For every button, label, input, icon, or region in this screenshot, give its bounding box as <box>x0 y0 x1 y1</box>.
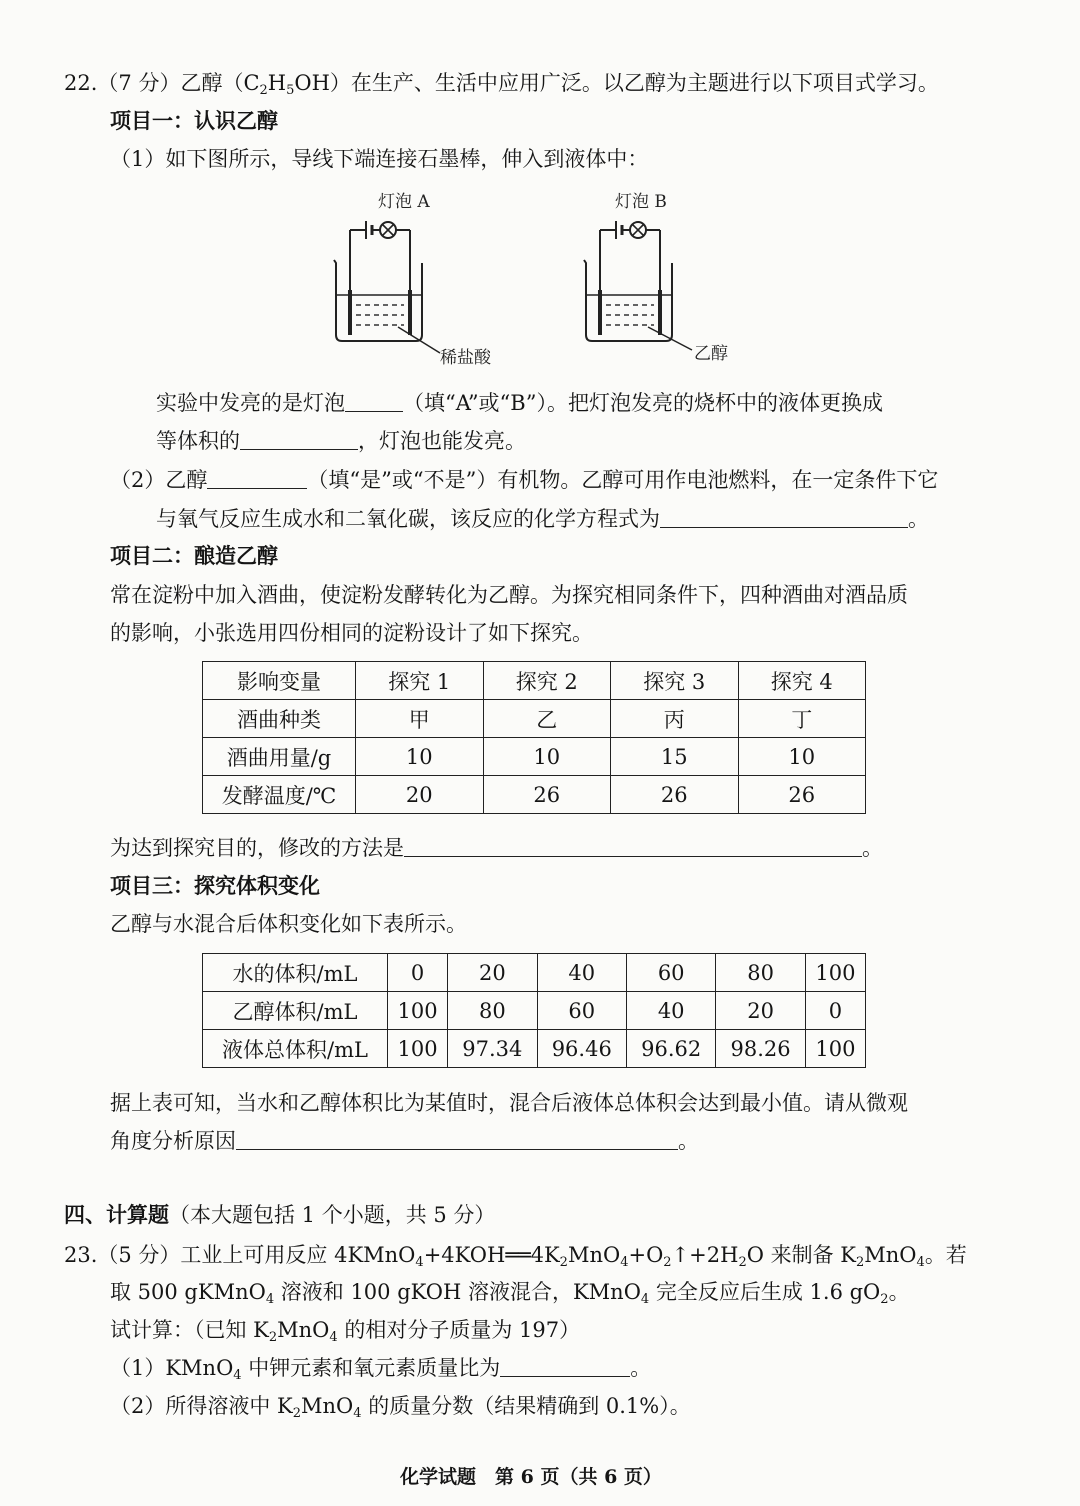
answer-blank-reason[interactable] <box>236 1127 678 1150</box>
q22-header: 22.（7 分）乙醇$(C_2H_5OH)$在生产、生活中应用广泛。以乙醇为主题进行以下项目式学习。 <box>64 71 939 98</box>
answer-blank-bulb[interactable] <box>345 389 403 412</box>
q23-line1: 23.（5 分）工业上可用反应 $4KMnO_4+4KOH══4K_2MnO_4+O_2↑+2H_2O$ 来制备 $K_2MnO_4$。若 <box>64 1243 967 1270</box>
q22-2-line1: （2）乙醇 （填“是”或“不是”）有机物。乙醇可用作电池燃料，在一定条件下它 <box>110 468 939 492</box>
q23-part1: （1）KMnO$_4$ 中钾元素和氧元素质量比为 。 <box>110 1356 652 1383</box>
project3-title: 项目三：探究体积变化 <box>110 873 320 898</box>
answer-blank-organic[interactable] <box>207 466 307 489</box>
bulb-a-label: 灯泡 A <box>378 192 430 212</box>
project2-title: 项目二：酿造乙醇 <box>110 543 278 568</box>
beaker-diagram <box>320 185 760 370</box>
table-row: 酒曲种类 甲 乙 丙 丁 <box>203 700 866 738</box>
q23-part2: （2）所得溶液中 $K_2MnO_4$ 的质量分数（结果精确到 0.1%）。 <box>110 1394 691 1421</box>
section4-heading: 四、计算题（本大题包括 1 个小题，共 5 分） <box>64 1202 496 1227</box>
table-row: 影响变量 探究 1 探究 2 探究 3 探究 4 <box>203 662 866 700</box>
table-volume <box>202 953 866 1068</box>
project2-desc-2: 的影响，小张选用四份相同的淀粉设计了如下探究。 <box>110 621 593 645</box>
beaker-a <box>334 192 492 368</box>
liquid-b-label: 乙醇 <box>694 344 728 364</box>
project3-question-1: 据上表可知，当水和乙醇体积比为某值时，混合后液体总体积会达到最小值。请从微观 <box>110 1091 908 1115</box>
table-brewing <box>202 661 866 814</box>
answer-blank-ratio[interactable] <box>500 1354 630 1377</box>
page-footer: 化学试题 第 6 页（共 6 页） <box>400 1466 662 1488</box>
project3-question-2: 角度分析原因 。 <box>110 1129 699 1153</box>
answer-blank-modify[interactable] <box>404 834 862 857</box>
project3-desc: 乙醇与水混合后体积变化如下表所示。 <box>110 912 467 936</box>
table-row: 乙醇体积/mL 100 80 60 40 20 0 <box>203 992 866 1030</box>
q23-line3: 试计算：（已知 $K_2MnO_4$ 的相对分子质量为 197） <box>110 1318 581 1345</box>
answer-blank-liquid[interactable] <box>240 427 358 450</box>
bulb-b-label: 灯泡 B <box>615 192 667 212</box>
table-row: 发酵温度/℃ 20 26 26 26 <box>203 776 866 814</box>
project2-question: 为达到探究目的，修改的方法是 。 <box>110 836 883 860</box>
liquid-a-label: 稀盐酸 <box>440 348 491 368</box>
project1-intro: （1）如下图所示，导线下端连接石墨棒，伸入到液体中： <box>110 147 649 171</box>
q22-2-line2: 与氧气反应生成水和二氧化碳，该反应的化学方程式为 。 <box>156 507 929 531</box>
table-row: 酒曲用量/g 10 10 15 10 <box>203 738 866 776</box>
project2-desc-1: 常在淀粉中加入酒曲，使淀粉发酵转化为乙醇。为探究相同条件下，四种酒曲对酒品质 <box>110 583 908 607</box>
beaker-b <box>584 192 728 364</box>
q23-line2: 取 500 gKMnO$_4$ 溶液和 100 gKOH 溶液混合，KMnO$_4$ 完全反应后生成 1.6 $gO_2$。 <box>110 1280 910 1307</box>
table-row: 液体总体积/mL 100 97.34 96.46 96.62 98.26 100 <box>203 1030 866 1068</box>
project1-title: 项目一：认识乙醇 <box>110 108 278 133</box>
q22-1-line1: 实验中发亮的是灯泡 （填“A”或“B”）。把灯泡发亮的烧杯中的液体更换成 <box>156 391 883 415</box>
table-row: 水的体积/mL 0 20 40 60 80 100 <box>203 954 866 992</box>
q22-1-line2: 等体积的 ，灯泡也能发亮。 <box>156 429 526 453</box>
answer-blank-equation[interactable] <box>660 505 908 528</box>
